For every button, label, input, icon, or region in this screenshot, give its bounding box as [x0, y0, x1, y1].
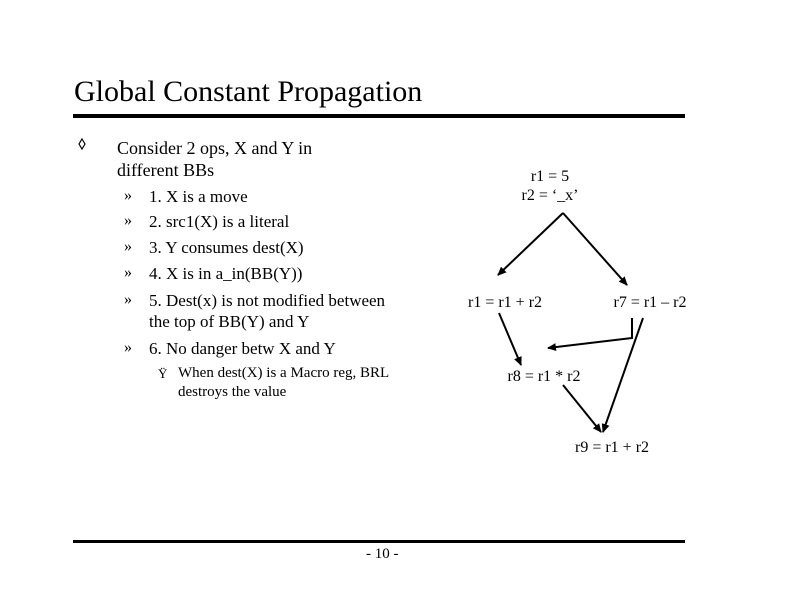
footer-rule [73, 540, 685, 543]
edge-bb2-to-bb4 [499, 313, 521, 365]
sub-bullet-text: 5. Dest(x) is not modified between [149, 291, 386, 310]
sub-bullet-marker: » [124, 238, 132, 255]
edge-bb3-to-bb4 [548, 318, 632, 348]
basic-block-5: r9 = r1 + r2 [574, 439, 650, 456]
edge-bb3-to-bb5 [603, 318, 643, 432]
sub-bullet-marker: » [124, 291, 132, 308]
sub-bullet-text: 2. src1(X) is a literal [149, 212, 290, 231]
bb1-instruction-2: r2 = ‘_x’ [521, 187, 579, 204]
edge-bb1-to-bb3 [563, 213, 627, 285]
sub-bullet-text: 3. Y consumes dest(X) [149, 238, 304, 257]
basic-block-4: r8 = r1 * r2 [507, 368, 581, 385]
sub-bullet-text: 6. No danger betw X and Y [149, 339, 336, 358]
basic-block-2: r1 = r1 + r2 [467, 294, 543, 311]
subsub-bullet-marker: Ÿ [158, 366, 168, 381]
basic-block-1 [510, 167, 590, 205]
bb1-instruction-1: r1 = 5 [530, 168, 570, 185]
edge-bb1-to-bb2 [498, 213, 563, 275]
edge-bb4-to-bb5 [563, 385, 601, 432]
subsub-bullet-text: When dest(X) is a Macro reg, BRL destroys the value [178, 365, 389, 400]
basic-block-3: r7 = r1 – r2 [613, 294, 687, 311]
main-bullet-text: Consider 2 ops, X and Y in different BBs [117, 138, 313, 180]
sub-bullet-text: 4. X is in a_in(BB(Y)) [149, 264, 303, 283]
sub-bullet-text-continuation: the top of BB(Y) and Y [149, 312, 310, 331]
sub-bullet-text: 1. X is a move [149, 187, 248, 206]
slide-title: Global Constant Propagation [74, 75, 423, 108]
sub-bullet-marker: » [124, 339, 132, 356]
page-number: - 10 - [366, 546, 399, 562]
sub-bullet-marker: » [124, 212, 132, 229]
sub-bullet-marker: » [124, 264, 132, 281]
sub-bullet-marker: » [124, 187, 132, 204]
